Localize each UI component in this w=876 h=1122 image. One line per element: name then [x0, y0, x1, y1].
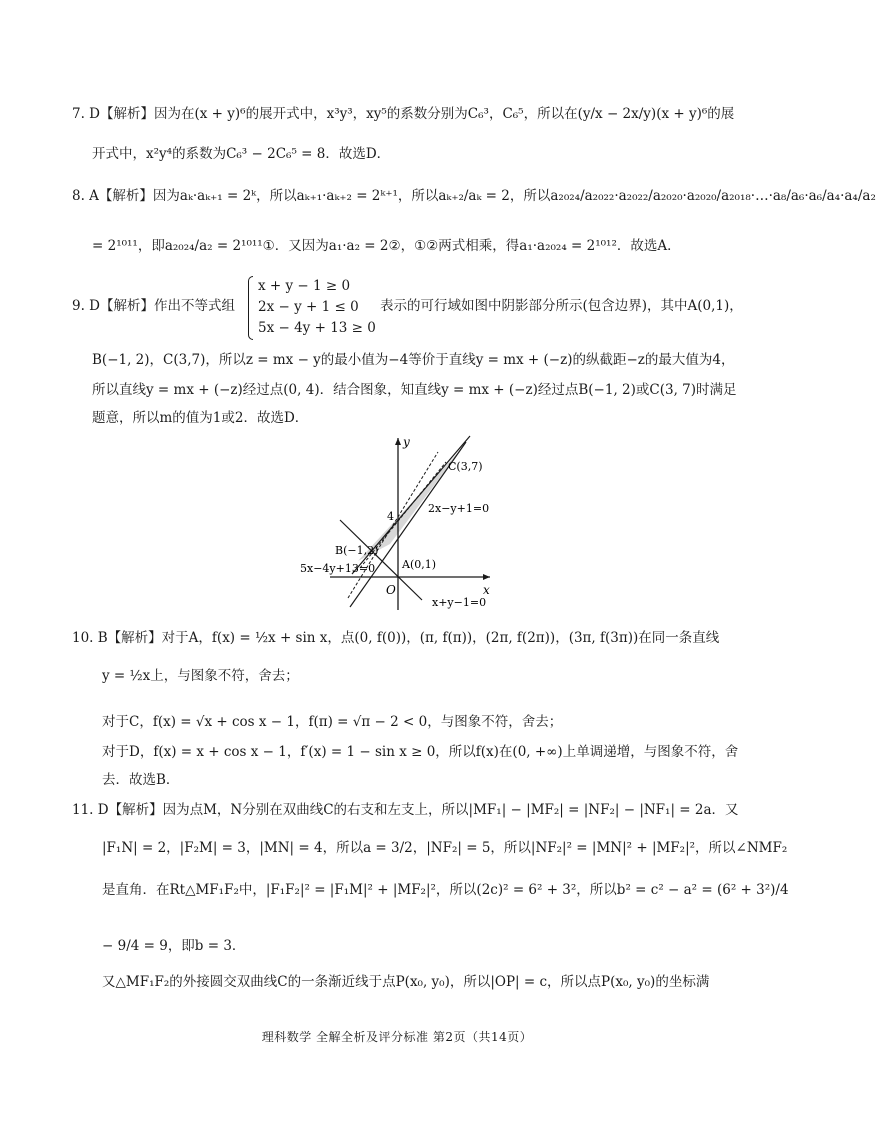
solution-9-line-1a: 9. D【解析】作出不等式组 — [72, 298, 235, 314]
solution-8-line-1: 8. A【解析】因为aₖ·aₖ₊₁ = 2ᵏ，所以aₖ₊₁·aₖ₊₂ = 2ᵏ⁺¹，所以aₖ₊₂/aₖ = 2，所以a₂₀₂₄/a₂₀₂₂·a₂₀₂₂/a₂₀₂₀·a₂₀₂₀/a₂₀₁₈·…·a₈/a₆·a₆/a₄·a₄/a₂ — [72, 188, 876, 204]
solution-10-line-3: 对于C，f(x) = √x + cos x − 1，f(π) = √π − 2 < 0，与图象不符，舍去； — [102, 714, 563, 730]
line-label-x+y-1: x+y−1=0 — [432, 596, 487, 609]
solution-9-line-3: 所以直线y = mx + (−z)经过点(0, 4)．结合图象，知直线y = mx + (−z)经过点B(−1, 2)或C(3, 7)时满足 — [92, 382, 737, 398]
solution-9-line-4: 题意，所以m的值为1或2．故选D． — [92, 410, 309, 426]
y-axis-label: y — [403, 435, 410, 449]
inequality-2: 2x − y + 1 ≤ 0 — [258, 299, 359, 315]
inequality-system-brace — [248, 276, 253, 340]
solution-11-line-3: 是直角．在Rt△MF₁F₂中，|F₁F₂|² = |F₁M|² + |MF₂|²，所以(2c)² = 6² + 3²，所以b² = c² − a² = (6² + 3²)/4 — [102, 882, 789, 898]
solution-9-line-2: B(−1, 2)，C(3,7)，所以z = mx − y的最小值为−4等价于直线y = mx + (−z)的纵截距−z的最大值为4， — [92, 352, 735, 368]
solution-8-line-2: = 2¹⁰¹¹，即a₂₀₂₄/a₂ = 2¹⁰¹¹①．又因为a₁·a₂ = 2②，①②两式相乘，得a₁·a₂₀₂₄ = 2¹⁰¹²．故选A． — [92, 238, 681, 254]
solution-11-line-4: − 9/4 = 9，即b = 3． — [102, 938, 246, 954]
solution-10-line-5: 去．故选B． — [102, 772, 180, 788]
solution-9-line-1b: 表示的可行域如图中阴影部分所示(包含边界)，其中A(0,1)， — [380, 298, 743, 314]
line-label-5x-4y+13: 5x−4y+13=0 — [300, 562, 376, 575]
solution-10-line-2: y = ½x上，与图象不符，舍去； — [102, 668, 299, 684]
solution-7-line-1: 7. D【解析】因为在(x + y)⁶的展开式中，x³y³，xy⁵的系数分别为C₆³，C₆⁵，所以在(y/x − 2x/y)(x + y)⁶的展 — [72, 106, 735, 122]
line-label-2x-y+1: 2x−y+1=0 — [428, 502, 490, 515]
solution-7-line-2: 开式中，x²y⁴的系数为C₆³ − 2C₆⁵ = 8．故选D． — [92, 146, 391, 162]
point-c-label: C(3,7) — [448, 460, 483, 473]
page-footer: 理科数学 全解全析及评分标准 第2页（共14页） — [261, 1030, 533, 1044]
point-a-label: A(0,1) — [402, 558, 437, 571]
origin-label: O — [386, 583, 396, 597]
solution-11-line-2: |F₁N| = 2，|F₂M| = 3，|MN| = 4，所以a = 3/2，|NF₂| = 5，所以|NF₂|² = |MN|² + |MF₂|²，所以∠NMF₂ — [102, 840, 788, 856]
solution-11-line-1: 11. D【解析】因为点M，N分别在双曲线C的右支和左支上，所以|MF₁| − |MF₂| = |NF₂| − |NF₁| = 2a．又 — [72, 802, 739, 818]
feasible-region-figure — [0, 430, 794, 620]
solution-10-line-4: 对于D，f(x) = x + cos x − 1，f′(x) = 1 − sin x ≥ 0，所以f(x)在(0, +∞)上单调递增，与图象不符，舍 — [102, 744, 739, 760]
solution-10-line-1: 10. B【解析】对于A，f(x) = ½x + sin x，点(0, f(0))，(π, f(π))，(2π, f(2π))，(3π, f(3π))在同一条直线 — [72, 630, 720, 646]
x-axis-label: x — [483, 583, 490, 597]
tick-4-label: 4 — [387, 510, 394, 523]
inequality-3: 5x − 4y + 13 ≥ 0 — [258, 320, 376, 336]
inequality-1: x + y − 1 ≥ 0 — [258, 278, 351, 294]
point-b-label: B(−1,2) — [335, 544, 379, 557]
solution-11-line-5: 又△MF₁F₂的外接圆交双曲线C的一条渐近线于点P(x₀, y₀)，所以|OP| = c，所以点P(x₀, y₀)的坐标满 — [102, 974, 710, 990]
